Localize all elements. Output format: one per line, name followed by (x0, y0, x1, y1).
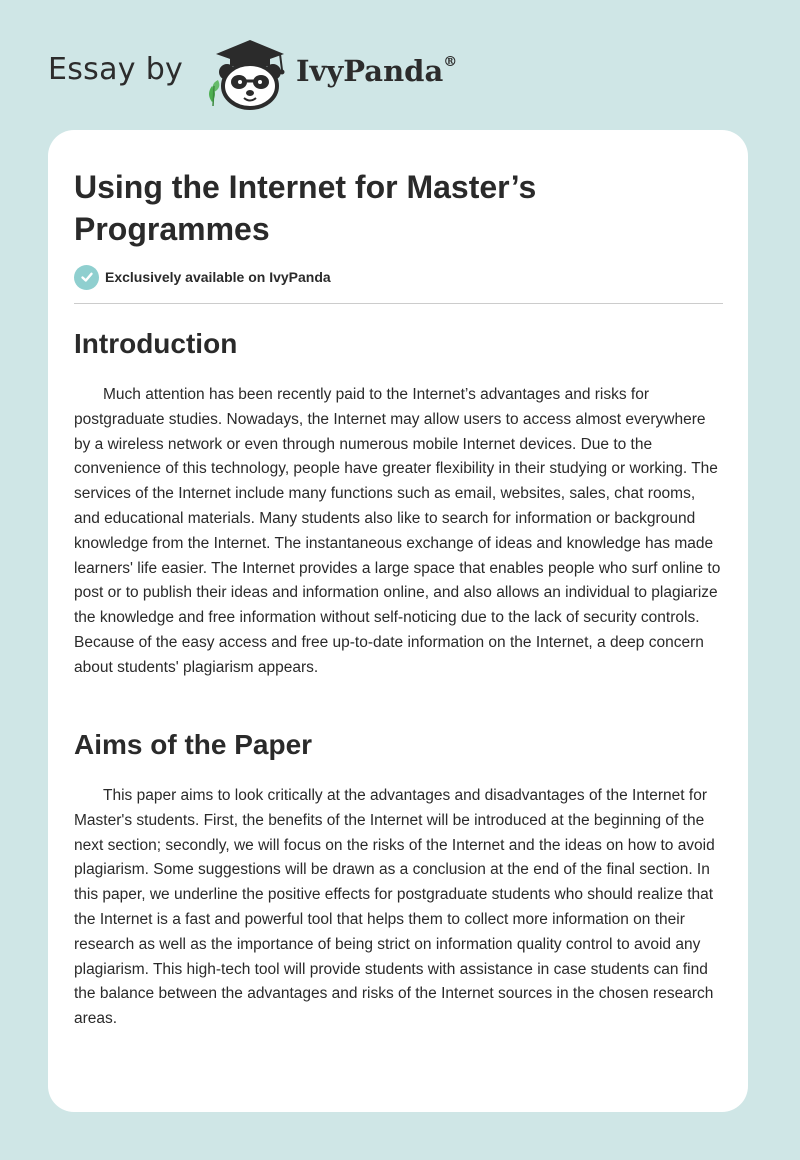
leaf-icon (209, 80, 219, 106)
page-title: Using the Internet for Master’s Programmes (74, 169, 537, 247)
section-body: Much attention has been recently paid to the Internet’s advantages and risks for postgraduate studies. Nowadays, the Internet may allow users to access almost everywhere by a wireless network or even through numerous mobile Internet devices. Due to the convenience of this technology, people have greater flexibility in their studying or working. The services of the Internet include many functions such as email, websites, sales, chat rooms, and educational materials. Many students also like to search for information or background knowledge from the Internet. The instantaneous exchange of ideas and knowledge has made learners' life easier. The Internet provides a large space that enables people who surf online to post or to publish their ideas and information online, and also allows an individual to plagiarize the knowledge and free information without self-noticing due to the lack of security controls. Because of the easy access and free up-to-date information on the Internet, a deep concern about students' plagiarism appears. (74, 386, 721, 676)
essay-card (48, 130, 748, 1112)
exclusive-badge (74, 264, 331, 290)
badge-label: Exclusively available on IvyPanda (105, 269, 331, 285)
registered-mark: ® (443, 54, 458, 71)
section-introduction (74, 327, 724, 681)
checkmark-icon (74, 265, 99, 290)
section-heading: Aims of the Paper (74, 729, 313, 760)
site-header (48, 36, 748, 110)
brand-label: IvyPanda (296, 54, 444, 88)
panda-graduate-icon[interactable] (202, 36, 292, 110)
section-body: This paper aims to look critically at the advantages and disadvantages of the Internet for Master's students. First, the benefits of the Internet will be introduced at the beginning of the next section; secondly, we will focus on the risks of the Internet and the ideas on how to avoid plagiarism. Some suggestions will be drawn as a conclusion at the end of the final section. In this paper, we underline the positive effects for postgraduate students who should realize that the Internet is a fast and powerful tool that helps them to collect more information on their research as well as the importance of being strict on information quality control to avoid any plagiarism. This high-tech tool will provide students with assistance in case students can find the balance between the advantages and risks of the Internet sources in the chosen research areas. (74, 787, 715, 1028)
brand-name[interactable] (296, 54, 457, 88)
section-heading: Introduction (74, 328, 238, 359)
divider (74, 303, 723, 304)
section-aims (74, 728, 724, 1032)
essay-by-label: Essay by (48, 52, 184, 87)
